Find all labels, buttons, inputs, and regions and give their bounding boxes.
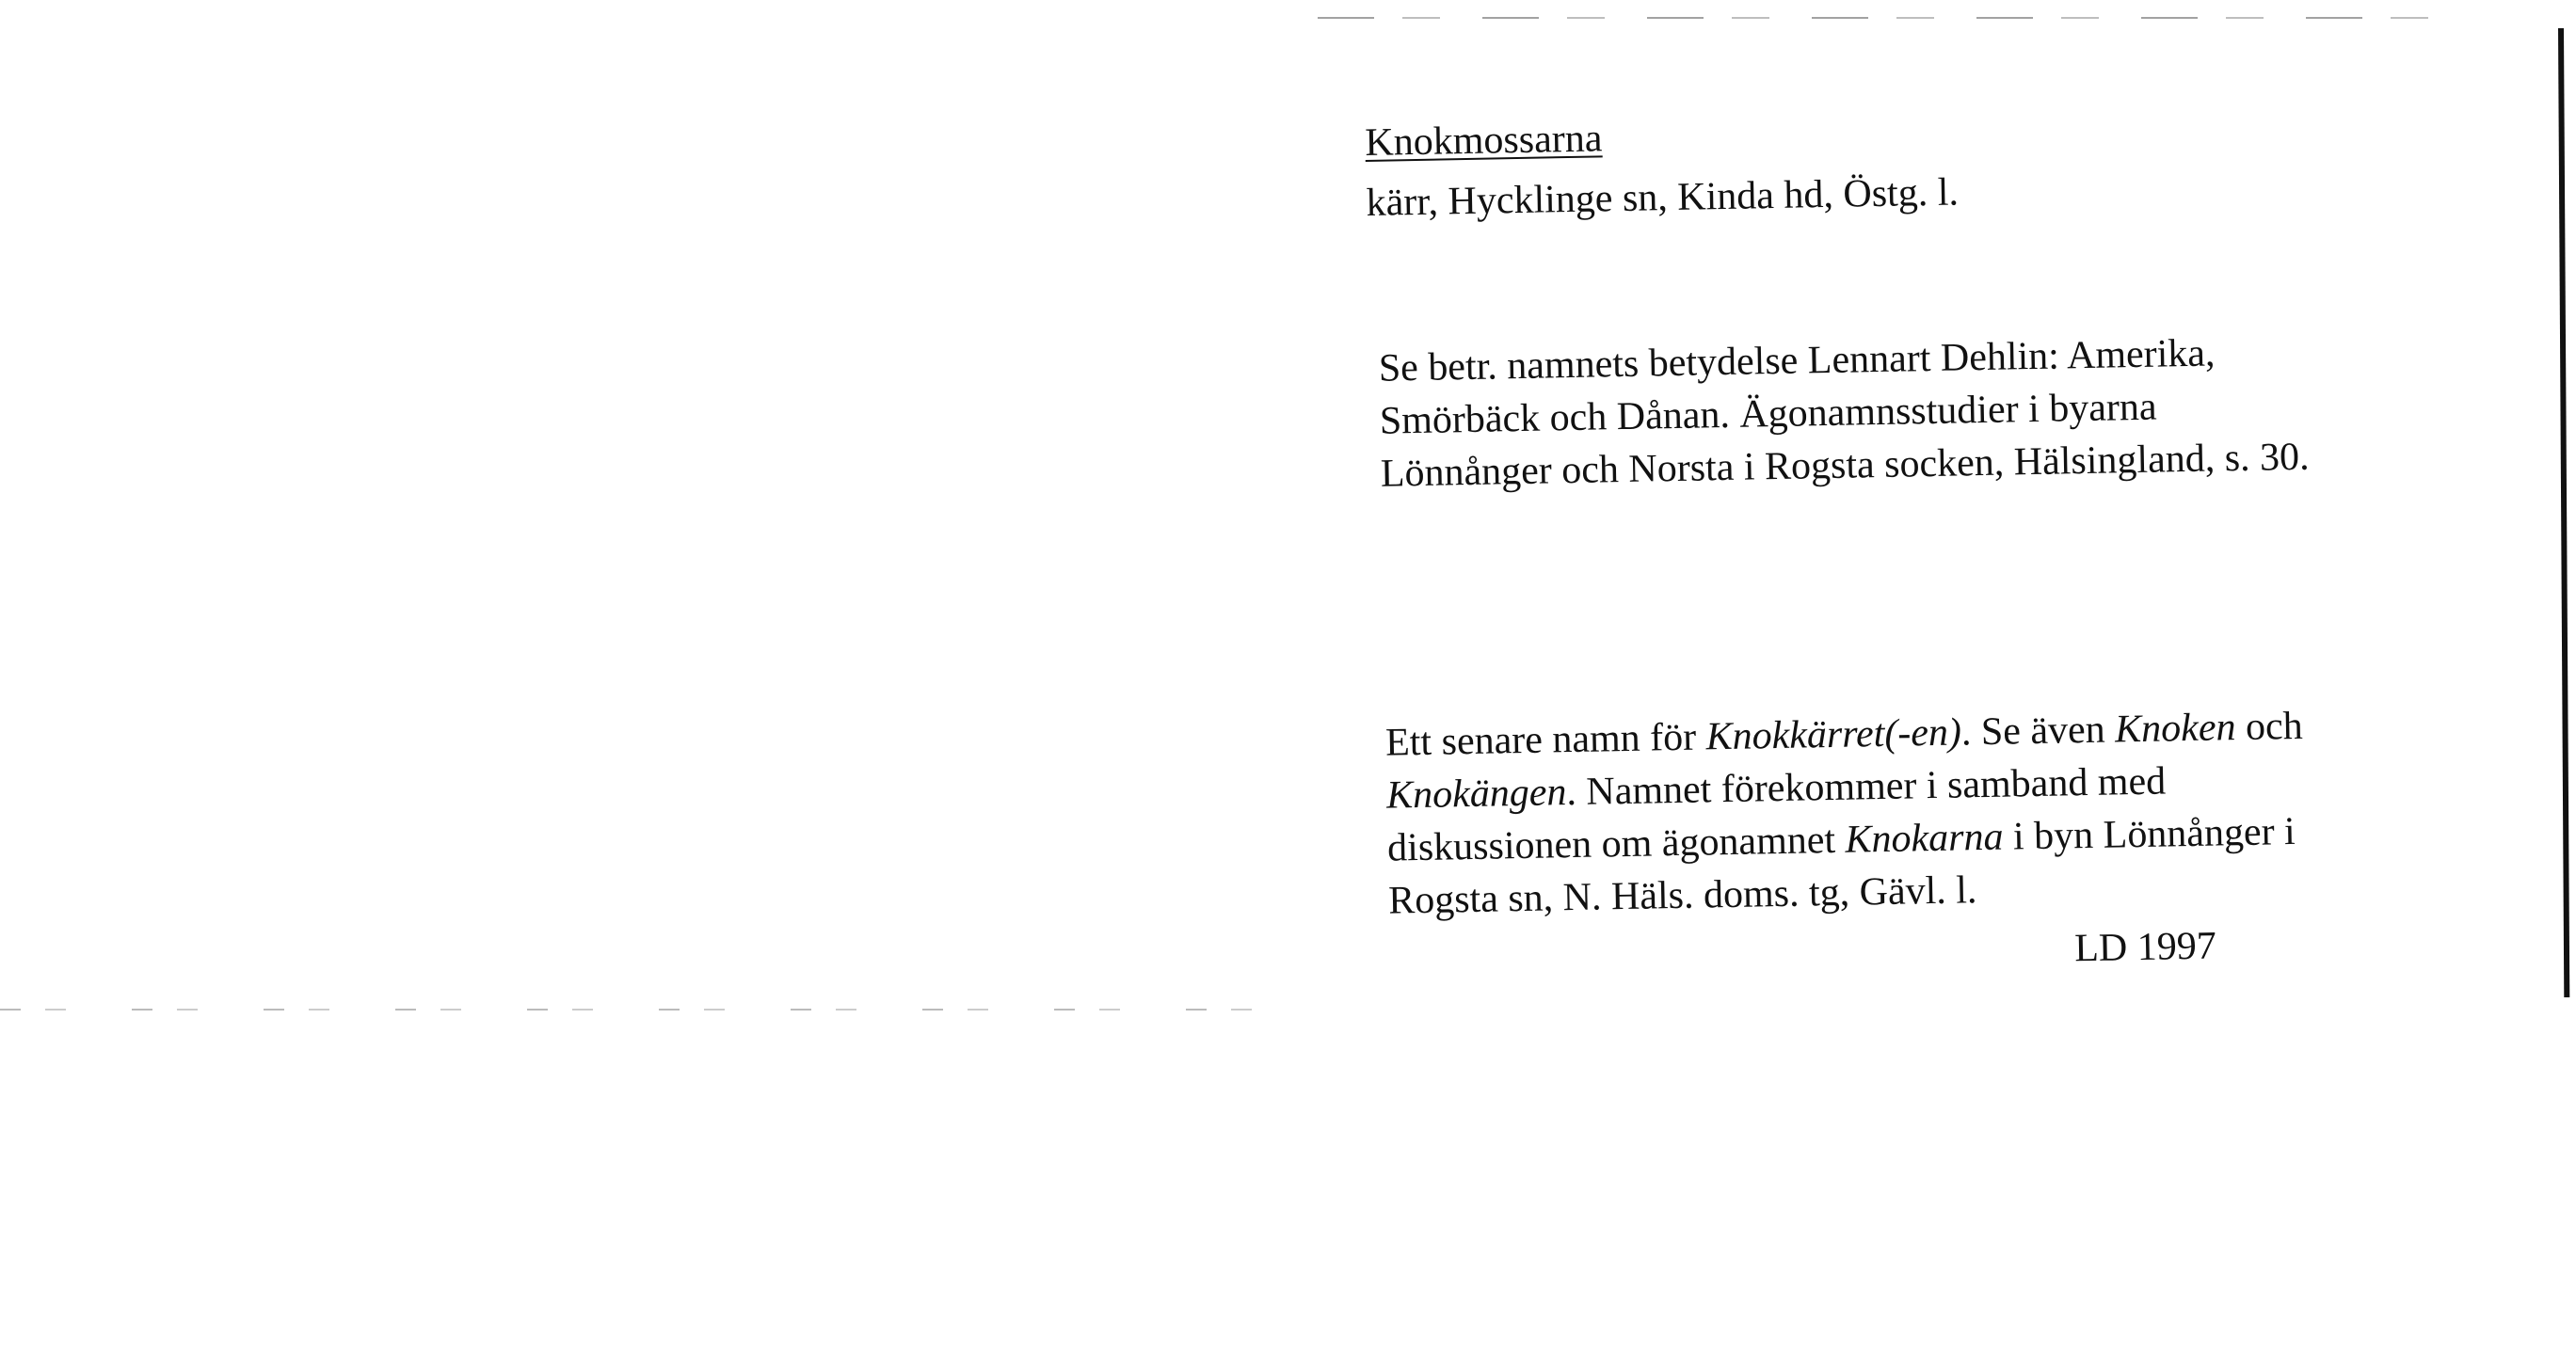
- scan-edge-middle: [0, 1009, 1299, 1011]
- note-name-italic: Knoken: [2114, 706, 2236, 752]
- scan-edge-right: [2558, 28, 2569, 997]
- note-text: . Namnet förekommer i samband med: [1565, 759, 2167, 815]
- note-name-italic: Knokängen: [1385, 771, 1567, 818]
- reference-line: Lönnånger och Norsta i Rogsta socken, Hälsingland, s. 30.: [1380, 435, 2310, 496]
- signature-initials: LD 1997: [2073, 924, 2217, 971]
- note-line: Rogsta sn, N. Häls. doms. tg, Gävl. l.: [1387, 868, 1977, 923]
- note-text: i byn Lönnånger i: [2003, 809, 2296, 859]
- note-paragraph: [1385, 700, 2307, 928]
- note-name-italic: Knokarna: [1845, 815, 2004, 862]
- index-card: [1363, 100, 2508, 986]
- note-text: Ett senare namn för: [1384, 715, 1707, 765]
- place-location: kärr, Hycklinge sn, Kinda hd, Östg. l.: [1366, 170, 1960, 225]
- note-text: och: [2235, 704, 2304, 750]
- note-text: . Se även: [1960, 708, 2116, 755]
- note-name-italic: Knokkärret(-en): [1705, 710, 1962, 759]
- note-text: diskussionen om ägonamnet: [1386, 818, 1846, 870]
- reference-line: Se betr. namnets betydelse Lennart Dehlin: Amerika,: [1378, 331, 2216, 390]
- place-name-heading: Knokmossarna: [1365, 117, 1603, 165]
- scan-edge-top: [1318, 17, 2447, 19]
- reference-line: Smörbäck och Dånan. Ägonamnsstudier i byarna: [1379, 385, 2157, 443]
- reference-paragraph: [1378, 326, 2310, 501]
